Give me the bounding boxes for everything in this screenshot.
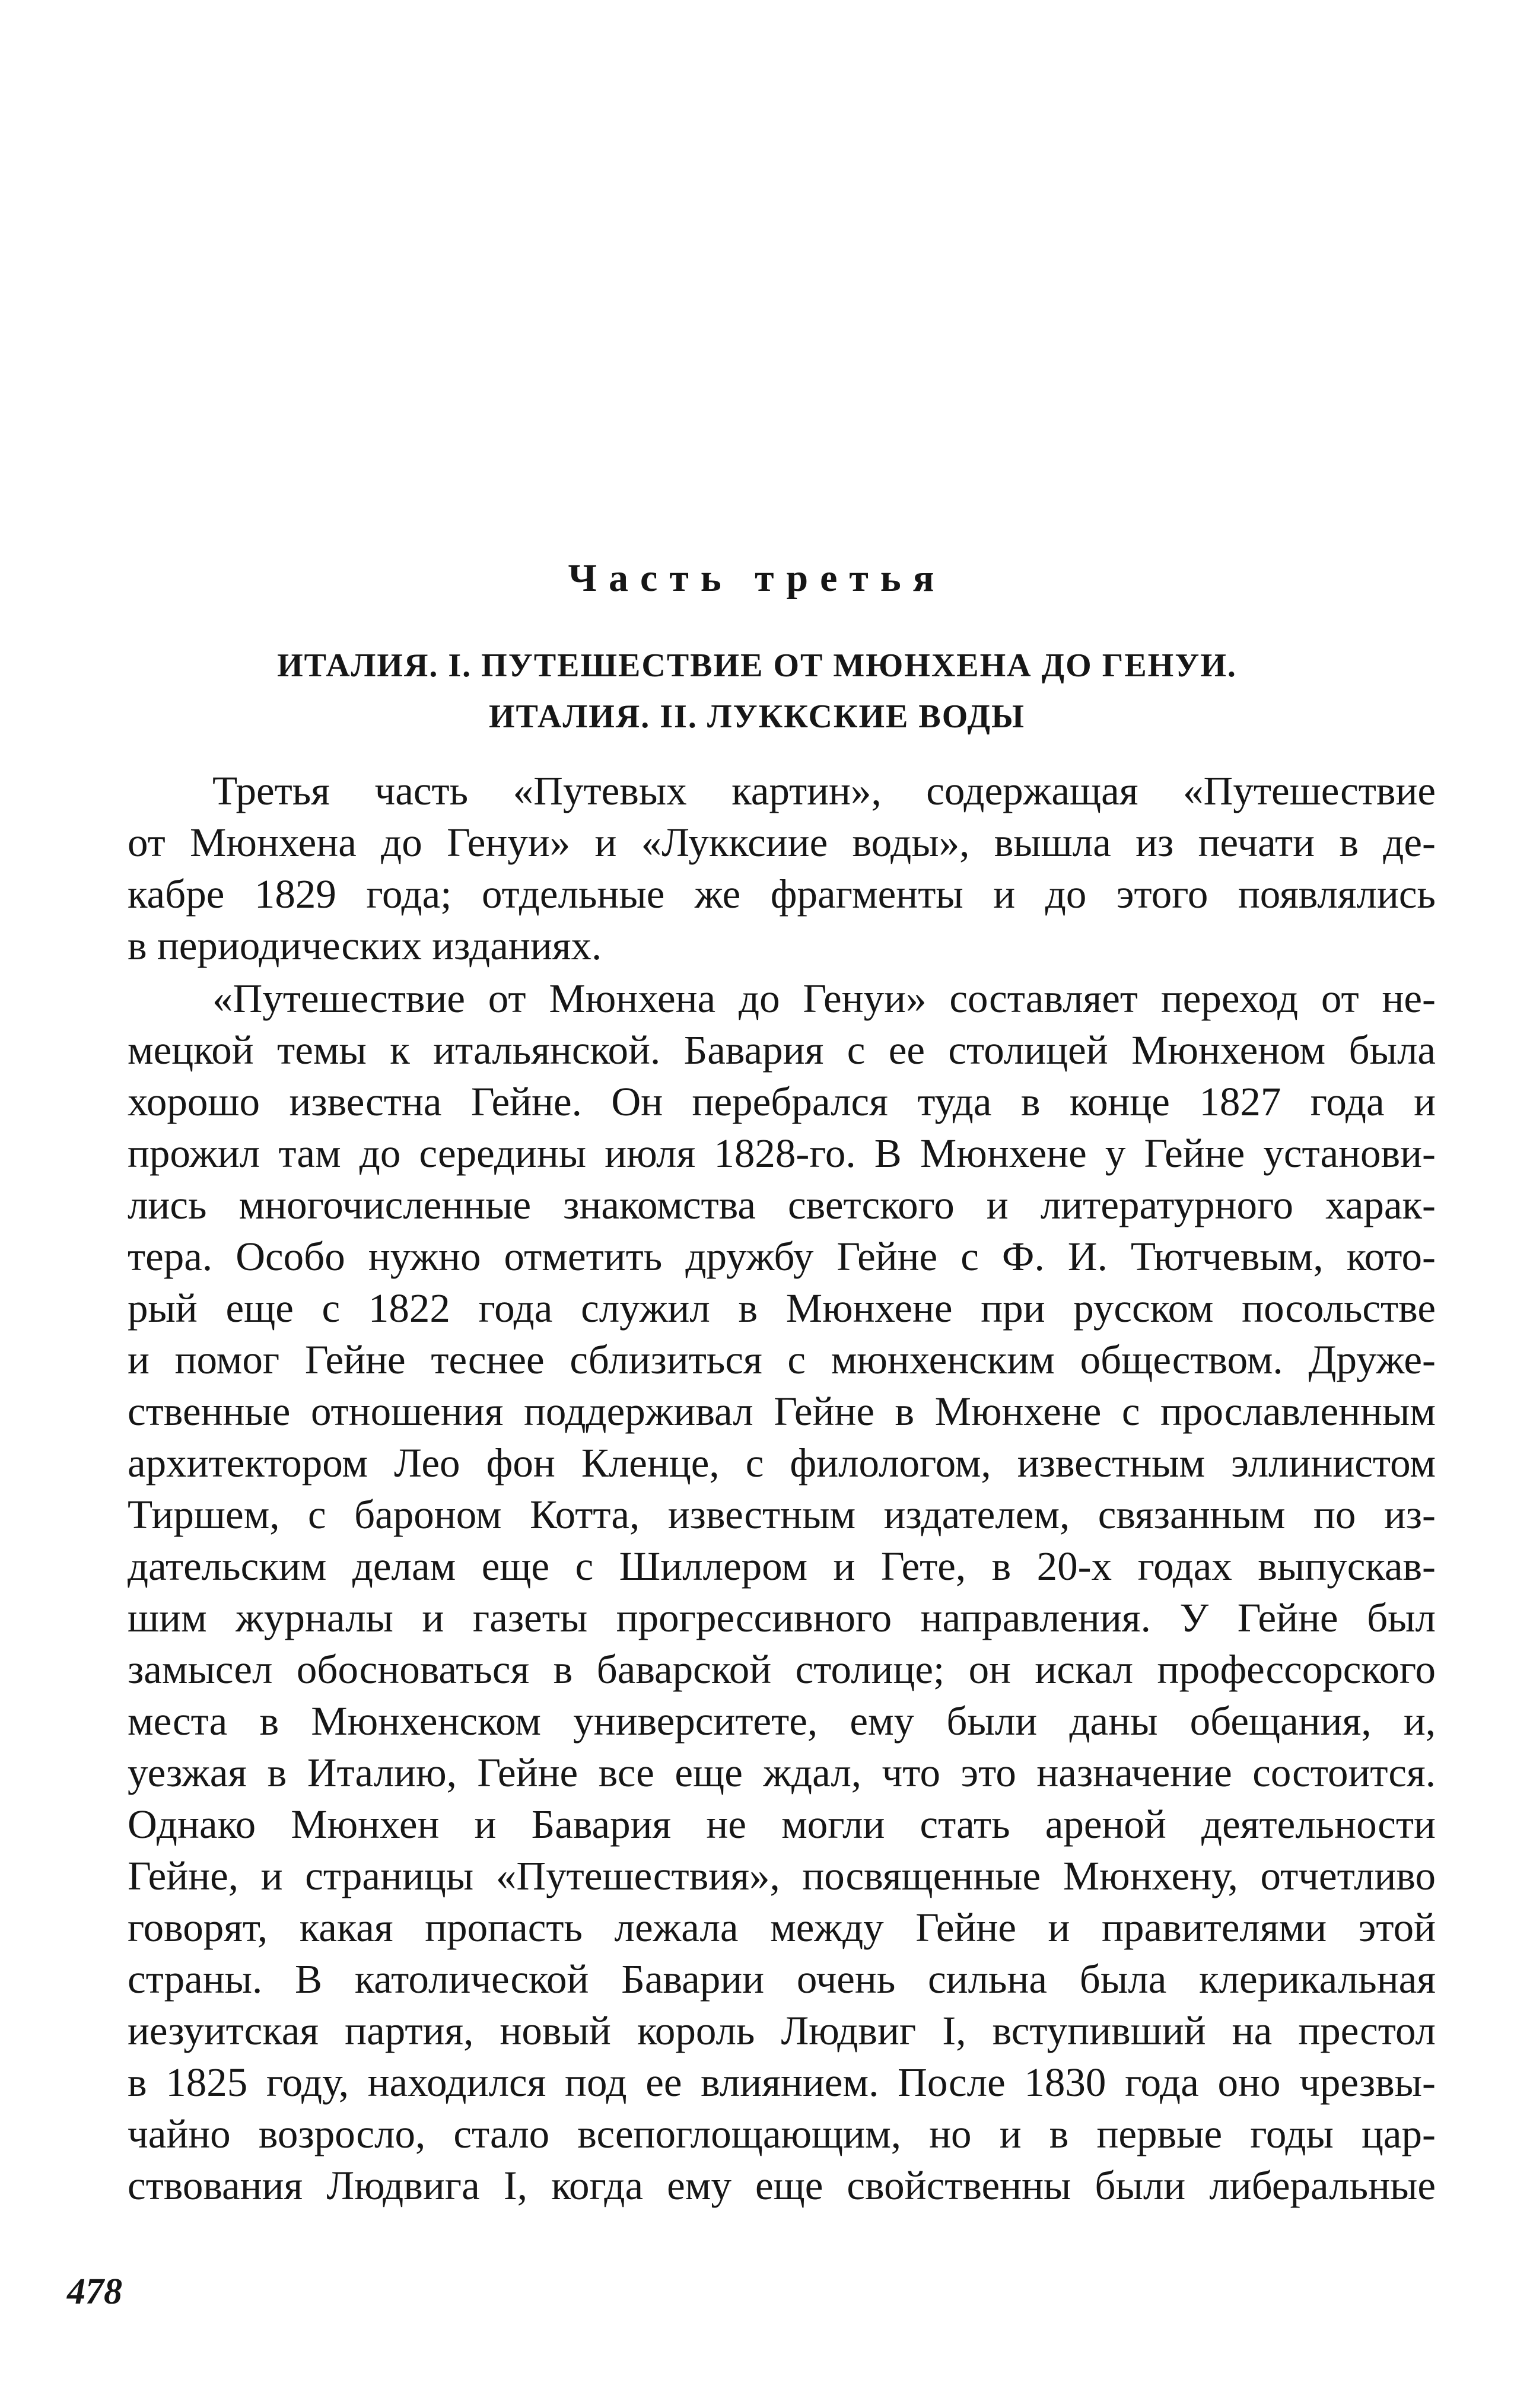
text-line: замысел обосноваться в баварской столице; он искал профессорского	[128, 1647, 1436, 1692]
text-line: иезуитская партия, новый король Людвиг I, вступивший на престол	[128, 2008, 1436, 2053]
text-line: ственные отношения поддерживал Гейне в Мюнхене с прославленным	[128, 1389, 1436, 1434]
text-line: уезжая в Италию, Гейне все еще ждал, что это назначение состоится.	[128, 1750, 1436, 1795]
text-line: шим журналы и газеты прогрессивного направления. У Гейне был	[128, 1595, 1436, 1640]
paragraph-1	[128, 765, 1436, 972]
text-line: прожил там до середины июля 1828-го. В Мюнхене у Гейне установи-	[128, 1131, 1436, 1176]
text-line: тера. Особо нужно отметить дружбу Гейне с Ф. И. Тютчевым, кото-	[128, 1234, 1436, 1279]
paragraph-2	[128, 973, 1436, 2212]
text-line: «Путешествие от Мюнхена до Генуи» составляет переход от не-	[212, 976, 1436, 1021]
chapter-heading-line-1: ИТАЛИЯ. I. ПУТЕШЕСТВИЕ ОТ МЮНХЕНА ДО ГЕНУИ.	[277, 647, 1237, 684]
text-line: рый еще с 1822 года служил в Мюнхене при русском посольстве	[128, 1286, 1436, 1331]
text-line: говорят, какая пропасть лежала между Гейне и правителями этой	[128, 1905, 1436, 1950]
text-line: архитектором Лео фон Кленце, с филологом, известным эллинистом	[128, 1440, 1436, 1485]
page-number: 478	[67, 2272, 122, 2312]
part-title: Часть третья	[568, 556, 946, 600]
chapter-heading-line-2: ИТАЛИЯ. II. ЛУККСКИЕ ВОДЫ	[488, 698, 1026, 735]
text-line: дательским делам еще с Шиллером и Гете, в 20-х годах выпускав-	[128, 1544, 1436, 1589]
text-line: и помог Гейне теснее сблизиться с мюнхенским обществом. Друже-	[128, 1337, 1436, 1382]
text-line: Третья часть «Путевых картин», содержащая «Путешествие	[212, 768, 1436, 813]
text-line: хорошо известна Гейне. Он перебрался туда в конце 1827 года и	[128, 1079, 1436, 1124]
text-line: мецкой темы к итальянской. Бавария с ее столицей Мюнхеном была	[128, 1028, 1436, 1073]
text-line: в 1825 году, находился под ее влиянием. После 1830 года оно чрезвы-	[128, 2060, 1436, 2105]
text-line: Тиршем, с бароном Котта, известным издателем, связанным по из-	[128, 1492, 1436, 1537]
text-line: в периодических изданиях.	[128, 923, 602, 968]
text-line: чайно возросло, стало всепоглощающим, но и в первые годы цар-	[128, 2111, 1436, 2156]
text-line: от Мюнхена до Генуи» и «Лукксиие воды», вышла из печати в де-	[128, 820, 1436, 865]
text-line: места в Мюнхенском университете, ему были даны обещания, и,	[128, 1698, 1436, 1744]
text-line: Однако Мюнхен и Бавария не могли стать ареной деятельности	[128, 1802, 1436, 1847]
text-line: кабре 1829 года; отдельные же фрагменты и до этого появлялись	[128, 871, 1436, 917]
text-line: Гейне, и страницы «Путешествия», посвященные Мюнхену, отчетливо	[128, 1853, 1436, 1898]
text-line: лись многочисленные знакомства светского и литературного харак-	[128, 1182, 1436, 1227]
text-line: страны. В католической Баварии очень сильна была клерикальная	[128, 1957, 1436, 2002]
text-line: ствования Людвига I, когда ему еще свойственны были либеральные	[128, 2163, 1436, 2208]
